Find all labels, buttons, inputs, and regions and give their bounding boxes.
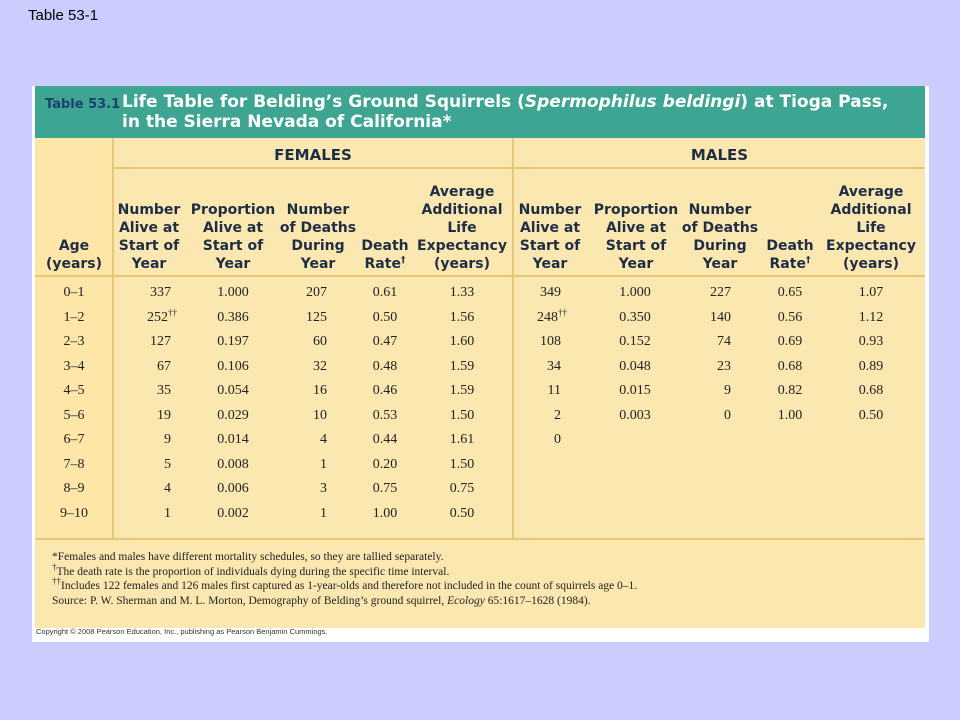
header-males-life-expectancy xyxy=(821,169,921,273)
cell-males-proportion xyxy=(597,358,673,376)
cell-value: 0.20 xyxy=(372,456,398,472)
cell-value: 0.350 xyxy=(619,309,651,325)
cell-males-death-rate xyxy=(761,358,819,376)
cell-value: 1.56 xyxy=(449,309,475,325)
cell-value: 3–4 xyxy=(63,358,85,374)
cell-females-alive xyxy=(119,480,171,498)
dagger-mark: †† xyxy=(558,306,567,317)
header-line: Start of xyxy=(202,238,264,254)
title-text-line2: in the Sierra Nevada of California* xyxy=(122,112,452,132)
life-table-figure xyxy=(32,86,929,642)
header-line: Year xyxy=(618,256,654,272)
cell-value: 5 xyxy=(164,456,171,472)
cell-value: 19 xyxy=(157,407,171,423)
cell-value: 7–8 xyxy=(63,456,85,472)
cell-males-life-expectancy xyxy=(821,382,921,400)
cell-males-death-rate xyxy=(761,407,819,425)
cell-value: 0.53 xyxy=(372,407,398,423)
cell-females-alive xyxy=(119,407,171,425)
cell-value: 227 xyxy=(710,285,731,300)
cell-males-alive xyxy=(519,431,561,449)
cell-value: 0.46 xyxy=(372,383,398,398)
cell-females-death-rate xyxy=(357,284,413,302)
cell-females-proportion xyxy=(195,358,271,376)
header-males-number-alive xyxy=(515,169,585,273)
cell-value: 1.000 xyxy=(217,285,249,300)
cell-females-life-expectancy xyxy=(415,309,509,327)
footnotes xyxy=(52,550,912,608)
cell-age xyxy=(35,333,113,351)
cell-value: 0.197 xyxy=(217,334,249,349)
cell-value: 140 xyxy=(710,309,731,325)
cell-value: 6–7 xyxy=(63,432,85,447)
divider xyxy=(35,275,925,277)
cell-value: 8–9 xyxy=(63,481,85,496)
header-line: Additional xyxy=(830,202,912,218)
header-line: Proportion xyxy=(190,202,276,218)
cell-value: 337 xyxy=(150,285,171,300)
header-line: Number xyxy=(518,202,582,218)
cell-females-death-rate xyxy=(357,333,413,351)
life-table xyxy=(35,138,925,628)
footnote-3 xyxy=(52,576,912,594)
table-number: Table 53.1 xyxy=(45,97,121,112)
cell-value: 16 xyxy=(313,383,327,398)
title-text-part: Life Table for Belding’s Ground Squirrels ( xyxy=(122,92,525,112)
cell-value: 2–3 xyxy=(63,334,85,349)
header-line: Start of xyxy=(519,238,581,254)
cell-females-deaths xyxy=(279,309,327,327)
header-line: Alive at xyxy=(118,220,180,236)
cell-age xyxy=(35,480,113,498)
header-line: of Deaths xyxy=(681,220,759,236)
cell-value: 5–6 xyxy=(63,407,85,423)
cell-males-deaths xyxy=(681,358,731,376)
cell-value: 4 xyxy=(164,481,171,496)
cell-females-life-expectancy xyxy=(415,480,509,498)
cell-value: 0.152 xyxy=(619,334,651,349)
source-text: Source: P. W. Sherman and M. L. Morton, Demography of Belding’s ground squirrel, xyxy=(52,594,448,607)
header-line: Life xyxy=(856,220,886,236)
header-line: Age xyxy=(58,238,90,254)
cell-value: 0.006 xyxy=(217,481,249,496)
cell-males-proportion xyxy=(597,333,673,351)
cell-value: 0 xyxy=(724,407,731,423)
cell-females-alive xyxy=(119,358,171,376)
cell-males-deaths xyxy=(681,284,731,302)
cell-females-proportion xyxy=(195,505,271,523)
cell-value: 0.50 xyxy=(372,309,398,325)
cell-value: 34 xyxy=(547,358,561,374)
cell-males-deaths xyxy=(681,382,731,400)
cell-females-deaths xyxy=(279,358,327,376)
cell-females-alive xyxy=(119,333,171,351)
divider xyxy=(35,538,925,540)
cell-females-death-rate xyxy=(357,480,413,498)
cell-value: 9 xyxy=(164,432,171,447)
cell-males-alive xyxy=(519,382,561,400)
cell-females-life-expectancy xyxy=(415,382,509,400)
cell-females-proportion xyxy=(195,333,271,351)
cell-females-death-rate xyxy=(357,382,413,400)
dagger-mark: † xyxy=(400,255,406,266)
title-species-name: Spermophilus beldingi xyxy=(524,92,741,112)
cell-age xyxy=(35,456,113,474)
divider xyxy=(512,138,514,540)
cell-females-deaths xyxy=(279,333,327,351)
cell-value: 0.82 xyxy=(777,383,803,398)
header-line: (years) xyxy=(433,256,491,272)
cell-females-proportion xyxy=(195,456,271,474)
cell-value: 4–5 xyxy=(63,383,85,398)
header-line: Alive at xyxy=(605,220,667,236)
cell-value: 1.33 xyxy=(449,285,475,300)
cell-value: 127 xyxy=(150,334,171,349)
table-title-bar xyxy=(35,86,925,138)
cell-value: 9 xyxy=(724,383,731,398)
cell-value: 60 xyxy=(313,334,327,349)
cell-value: 252 xyxy=(147,309,168,325)
cell-males-death-rate xyxy=(761,333,819,351)
cell-value: 0.50 xyxy=(449,505,475,521)
cell-value: 0.75 xyxy=(372,481,398,496)
cell-females-deaths xyxy=(279,382,327,400)
cell-value: 0 xyxy=(554,432,561,447)
cell-age xyxy=(35,505,113,523)
header-line: Rate xyxy=(769,256,806,272)
cell-females-proportion xyxy=(195,382,271,400)
cell-males-deaths xyxy=(681,333,731,351)
cell-females-alive xyxy=(119,505,171,523)
dagger-mark: † xyxy=(805,255,811,266)
footnote-2 xyxy=(52,561,912,580)
cell-value: 0.003 xyxy=(619,407,651,423)
cell-value: 1.12 xyxy=(858,309,884,325)
source-journal: Ecology xyxy=(447,594,485,607)
cell-females-alive xyxy=(119,456,171,474)
cell-value: 74 xyxy=(717,334,731,349)
cell-value: 4 xyxy=(320,432,327,447)
cell-value: 0.56 xyxy=(777,309,803,325)
cell-value: 0.68 xyxy=(858,383,884,398)
cell-males-deaths xyxy=(681,407,731,425)
cell-value: 10 xyxy=(313,407,327,423)
cell-males-death-rate xyxy=(761,382,819,400)
dagger-mark: †† xyxy=(168,306,177,317)
cell-males-life-expectancy xyxy=(821,358,921,376)
header-line: Year xyxy=(702,256,738,272)
cell-value: 1.59 xyxy=(449,383,475,398)
cell-value: 248 xyxy=(537,309,558,325)
cell-males-life-expectancy xyxy=(821,333,921,351)
cell-value: 1.00 xyxy=(372,505,398,521)
footnote-text: The death rate is the proportion of individuals dying during the specific time interval. xyxy=(56,565,450,578)
header-line: Year xyxy=(532,256,568,272)
cell-value: 1.60 xyxy=(449,334,475,349)
cell-value: 0.48 xyxy=(372,358,398,374)
header-age xyxy=(35,169,113,273)
header-line: Number xyxy=(688,202,752,218)
cell-males-proportion xyxy=(597,382,673,400)
cell-females-life-expectancy xyxy=(415,456,509,474)
header-line: Year xyxy=(131,256,167,272)
cell-females-deaths xyxy=(279,505,327,523)
cell-females-life-expectancy xyxy=(415,407,509,425)
cell-males-life-expectancy xyxy=(821,309,921,327)
cell-value: 23 xyxy=(717,358,731,374)
cell-value: 1.00 xyxy=(777,407,803,423)
cell-males-alive xyxy=(519,333,561,351)
cell-age xyxy=(35,309,113,327)
cell-value: 0.029 xyxy=(217,407,249,423)
cell-value: 0.75 xyxy=(449,481,475,496)
header-line: Number xyxy=(117,202,181,218)
cell-females-proportion xyxy=(195,480,271,498)
header-line: Alive at xyxy=(519,220,581,236)
header-line: Average xyxy=(429,184,495,200)
cell-age xyxy=(35,284,113,302)
footnote-text: Includes 122 females and 126 males first captured as 1-year-olds and therefore not included in the count of squirrels age 0–1. xyxy=(61,580,638,592)
cell-value: 1.000 xyxy=(619,285,651,300)
header-line: Proportion xyxy=(593,202,679,218)
cell-females-deaths xyxy=(279,407,327,425)
header-line: During xyxy=(291,238,345,254)
cell-males-life-expectancy xyxy=(821,284,921,302)
cell-females-death-rate xyxy=(357,407,413,425)
copyright: Copyright © 2008 Pearson Education, Inc., publishing as Pearson Benjamin Cummings. xyxy=(36,627,328,636)
table-title xyxy=(122,92,912,132)
cell-value: 1.61 xyxy=(449,432,475,447)
header-line: Death xyxy=(766,238,814,254)
header-females-life-expectancy xyxy=(415,169,509,273)
cell-males-proportion xyxy=(597,284,673,302)
header-line: Additional xyxy=(421,202,503,218)
cell-females-deaths xyxy=(279,284,327,302)
cell-value: 0.44 xyxy=(372,432,398,447)
cell-males-proportion xyxy=(597,309,673,327)
header-line: Rate xyxy=(364,256,401,272)
header-line: During xyxy=(693,238,747,254)
header-females-proportion-alive xyxy=(190,169,276,273)
footnote-1: *Females and males have different mortality schedules, so they are tallied separately. xyxy=(52,551,444,563)
cell-males-alive xyxy=(519,306,575,327)
header-line: Start of xyxy=(118,238,180,254)
cell-value: 2 xyxy=(554,407,561,423)
cell-value: 0.054 xyxy=(217,383,249,398)
header-line: Year xyxy=(300,256,336,272)
cell-females-life-expectancy xyxy=(415,358,509,376)
cell-males-deaths xyxy=(681,309,731,327)
cell-females-alive xyxy=(119,306,185,327)
slide-label: Table 53-1 xyxy=(28,7,99,24)
header-males-number-deaths xyxy=(681,169,759,273)
source-text: 65:1617–1628 (1984). xyxy=(484,594,591,607)
cell-males-proportion xyxy=(597,407,673,425)
cell-value: 32 xyxy=(313,358,327,374)
header-line: Death xyxy=(361,238,409,254)
cell-value: 1–2 xyxy=(63,309,85,325)
cell-females-life-expectancy xyxy=(415,284,509,302)
cell-females-alive xyxy=(119,382,171,400)
cell-value: 207 xyxy=(306,285,327,300)
cell-value: 125 xyxy=(306,309,327,325)
cell-value: 0.93 xyxy=(858,334,884,349)
cell-value: 349 xyxy=(540,285,561,300)
cell-males-death-rate xyxy=(761,284,819,302)
cell-females-life-expectancy xyxy=(415,333,509,351)
cell-value: 0.002 xyxy=(217,505,249,521)
cell-value: 0.47 xyxy=(372,334,398,349)
cell-value: 1 xyxy=(164,505,171,521)
cell-males-alive xyxy=(519,284,561,302)
cell-age xyxy=(35,382,113,400)
cell-females-deaths xyxy=(279,480,327,498)
header-line: Number xyxy=(286,202,350,218)
header-males-proportion-alive xyxy=(591,169,681,273)
cell-value: 1 xyxy=(320,456,327,472)
header-line: Year xyxy=(215,256,251,272)
cell-females-proportion xyxy=(195,309,271,327)
cell-value: 67 xyxy=(157,358,171,374)
cell-value: 1.50 xyxy=(449,407,475,423)
cell-value: 1.07 xyxy=(858,285,884,300)
source-note xyxy=(52,594,912,609)
cell-age xyxy=(35,358,113,376)
cell-value: 9–10 xyxy=(60,505,88,521)
header-line: Average xyxy=(838,184,904,200)
header-line: Life xyxy=(447,220,477,236)
cell-females-death-rate xyxy=(357,309,413,327)
header-line: of Deaths xyxy=(279,220,357,236)
females-heading: FEMALES xyxy=(274,146,352,164)
cell-females-death-rate xyxy=(357,456,413,474)
cell-males-alive xyxy=(519,358,561,376)
header-females-death-rate xyxy=(357,169,413,273)
cell-value: 35 xyxy=(157,383,171,398)
cell-value: 0.015 xyxy=(619,383,651,398)
cell-value: 0.61 xyxy=(372,285,398,300)
cell-value: 0.68 xyxy=(777,358,803,374)
cell-value: 0.014 xyxy=(217,432,249,447)
cell-females-deaths xyxy=(279,456,327,474)
cell-females-proportion xyxy=(195,284,271,302)
header-line: Alive at xyxy=(202,220,264,236)
cell-value: 0.69 xyxy=(777,334,803,349)
cell-females-life-expectancy xyxy=(415,505,509,523)
header-males-death-rate xyxy=(761,169,819,273)
header-line: Start of xyxy=(605,238,667,254)
cell-value: 0.386 xyxy=(217,309,249,325)
cell-females-alive xyxy=(119,284,171,302)
header-line: (years) xyxy=(45,256,103,272)
cell-value: 0.106 xyxy=(217,358,249,374)
males-heading: MALES xyxy=(690,146,749,164)
header-line: Expectancy xyxy=(826,238,916,254)
cell-females-proportion xyxy=(195,407,271,425)
cell-value: 3 xyxy=(320,481,327,496)
cell-value: 0.89 xyxy=(858,358,884,374)
cell-females-death-rate xyxy=(357,431,413,449)
cell-value: 0–1 xyxy=(63,285,85,300)
cell-value: 1 xyxy=(320,505,327,521)
cell-females-death-rate xyxy=(357,358,413,376)
cell-value: 11 xyxy=(547,383,561,398)
cell-age xyxy=(35,431,113,449)
cell-males-life-expectancy xyxy=(821,407,921,425)
cell-value: 1.59 xyxy=(449,358,475,374)
cell-females-alive xyxy=(119,431,171,449)
cell-age xyxy=(35,407,113,425)
cell-value: 0.008 xyxy=(217,456,249,472)
cell-females-life-expectancy xyxy=(415,431,509,449)
cell-females-death-rate xyxy=(357,505,413,523)
cell-value: 1.50 xyxy=(449,456,475,472)
cell-females-deaths xyxy=(279,431,327,449)
cell-males-death-rate xyxy=(761,309,819,327)
cell-value: 108 xyxy=(540,334,561,349)
cell-value: 0.048 xyxy=(619,358,651,374)
header-females-number-deaths xyxy=(279,169,357,273)
dagger-mark: † xyxy=(52,561,57,572)
cell-value: 0.50 xyxy=(858,407,884,423)
cell-value: 0.65 xyxy=(777,285,803,300)
title-text-part: ) at Tioga Pass, xyxy=(740,92,889,112)
header-line: Expectancy xyxy=(417,238,507,254)
cell-females-proportion xyxy=(195,431,271,449)
header-line: (years) xyxy=(842,256,900,272)
dagger-mark: †† xyxy=(52,576,61,587)
header-females-number-alive xyxy=(115,169,183,273)
cell-males-alive xyxy=(519,407,561,425)
